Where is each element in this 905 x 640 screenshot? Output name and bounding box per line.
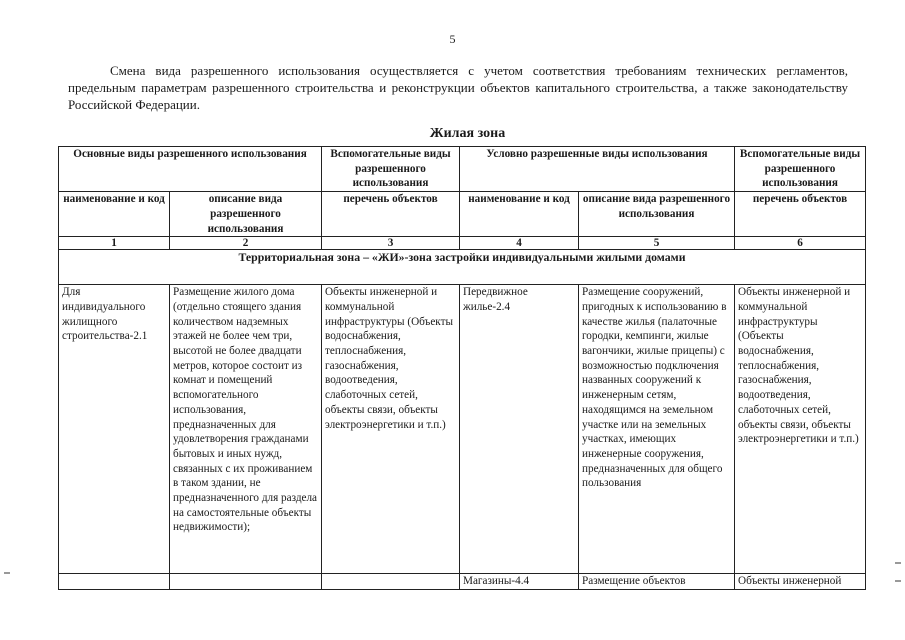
header-main-uses: Основные виды разрешенного использования	[59, 147, 322, 192]
cell-aux-objects-list: Объекты инженерной	[735, 574, 866, 590]
cell-empty	[59, 574, 170, 590]
subheader-name-code-2: наименование и код	[460, 192, 579, 237]
column-number-1: 1	[59, 237, 170, 250]
subheader-description: описание вида разрешенного использования	[170, 192, 322, 237]
column-number-2: 2	[170, 237, 322, 250]
cell-aux-objects-list: Объекты инженерной и коммунальной инфраструктуры (Объекты водоснабжения, теплоснабжения, газоснабжения, водоотведения, слаботочных сетей, объекты связи, объекты электроэнергетики и т.п.)	[735, 285, 866, 574]
table-row	[59, 285, 866, 574]
cell-empty	[322, 574, 460, 590]
column-number-4: 4	[460, 237, 579, 250]
subheader-row	[59, 192, 866, 237]
column-number-5: 5	[579, 237, 735, 250]
scan-edge-mark	[4, 572, 10, 574]
scan-edge-mark	[895, 562, 901, 564]
zone-row	[59, 250, 866, 285]
header-aux-uses-1: Вспомогательные виды разрешенного использования	[322, 147, 460, 192]
cell-conditional-name-code: Магазины-4.4	[460, 574, 579, 590]
cell-conditional-name-code: Передвижное жилье-2.4	[460, 285, 579, 574]
subheader-objects-list-2: перечень объектов	[735, 192, 866, 237]
cell-name-code: Для индивидуального жилищного строительства-2.1	[59, 285, 170, 574]
table-row	[59, 574, 866, 590]
scan-edge-mark	[895, 580, 901, 582]
zone-title: Жилая зона	[429, 126, 506, 141]
header-aux-uses-2: Вспомогательные виды разрешенного использования	[735, 147, 866, 192]
subheader-name-code: наименование и код	[59, 192, 170, 237]
regulations-table	[58, 146, 866, 590]
territorial-zone-title: Территориальная зона – «ЖИ»-зона застройки индивидуальными жилыми домами	[59, 250, 866, 285]
cell-empty	[170, 574, 322, 590]
column-number-3: 3	[322, 237, 460, 250]
group-header-row	[59, 147, 866, 192]
subheader-description-2: описание вида разрешенного использования	[579, 192, 735, 237]
column-number-6: 6	[735, 237, 866, 250]
cell-conditional-description: Размещение объектов	[579, 574, 735, 590]
column-number-row	[59, 237, 866, 250]
cell-objects-list: Объекты инженерной и коммунальной инфраструктуры (Объекты водоснабжения, теплоснабжения, газоснабжения, водоотведения, слаботочных сетей, объекты связи, объекты электроэнергетики и т.п.)	[322, 285, 460, 574]
subheader-objects-list: перечень объектов	[322, 192, 460, 237]
page-number: 5	[449, 32, 456, 46]
intro-paragraph: Смена вида разрешенного использования осуществляется с учетом соответствия требованиям технических регламентов, предельным параметрам разрешенного строительства и реконструкции объектов капитального строительства, а также законодательству Российской Федерации.	[68, 63, 848, 112]
header-conditional-uses: Условно разрешенные виды использования	[460, 147, 735, 192]
cell-conditional-description: Размещение сооружений, пригодных к использованию в качестве жилья (палаточные городки, кемпинги, жилые вагончики, жилые прицепы) с возможностью подключения названных сооружений к инженерным сетям, находящимся на земельном участке или на земельных участках, имеющих инженерные сооружения, предназначенных для общего пользования	[579, 285, 735, 574]
cell-description: Размещение жилого дома (отдельно стоящего здания количеством надземных этажей не более чем три, высотой не более двадцати метров, которое состоит из комнат и помещений вспомогательного использования, предназначенных для удовлетворения гражданами бытовых и иных нужд, связанных с их проживанием в таком здании, не предназначенного для раздела на самостоятельные объекты недвижимости);	[170, 285, 322, 574]
